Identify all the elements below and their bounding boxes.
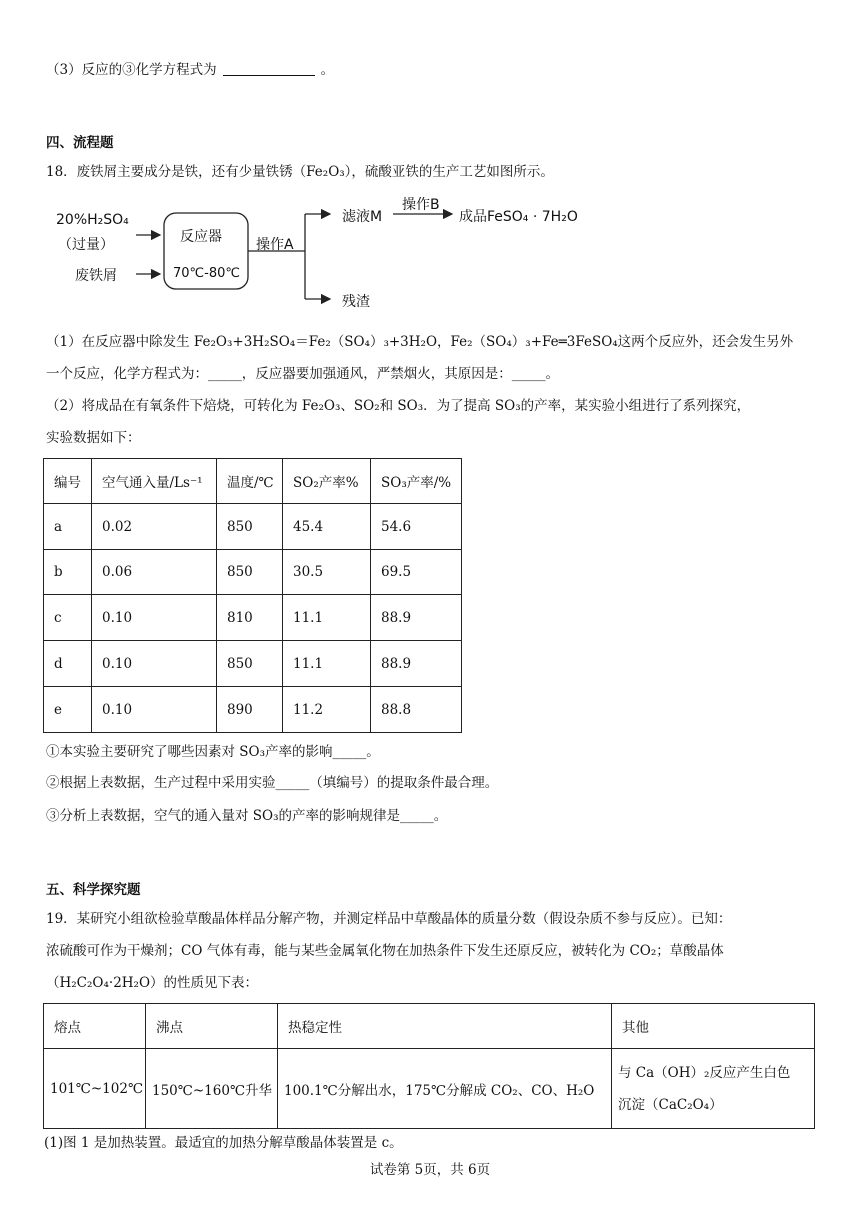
cell: 30.5 [283, 550, 371, 595]
cell: 850 [217, 641, 283, 687]
other-line2: 沉淀（CaC₂O₄） [618, 1096, 723, 1113]
cell: 0.02 [92, 504, 217, 550]
answer-blank[interactable] [223, 61, 315, 76]
cell: d [44, 641, 92, 687]
q18-p2-line2: 实验数据如下： [46, 430, 141, 446]
flow-input-acid: 20%H₂SO₄ [56, 212, 129, 228]
cell: 101℃~102℃ [44, 1049, 146, 1129]
cell: 890 [217, 687, 283, 733]
cell: 0.10 [92, 595, 217, 641]
q18-p2-line1: （2）将成品在有氧条件下焙烧，可转化为 Fe₂O₃、SO₂和 SO₃．为了提高 SO₃的产率，某实验小组进行了系列探究， [46, 398, 751, 414]
table-row [44, 550, 462, 595]
page-footer: 试卷第 5页，共 6页 [369, 1162, 491, 1178]
q19-line3: （H₂C₂O₄·2H₂O）的性质见下表： [46, 975, 259, 991]
header-cell: 热稳定性 [278, 1004, 612, 1049]
q18-sub3: ③分析上表数据，空气的通入量对 SO₃的产率的影响规律是_____。 [46, 808, 448, 824]
cell: 810 [217, 595, 283, 641]
residue-label: 残渣 [342, 294, 370, 310]
cell: 850 [217, 550, 283, 595]
cell: 0.06 [92, 550, 217, 595]
cell-other [612, 1049, 815, 1129]
q18-p1-line1: （1）在反应器中除发生 Fe₂O₃+3H₂SO₄＝Fe₂（SO₄）₃+3H₂O，Fe₂（SO₄）₃+Fe═3FeSO₄这两个反应外，还会发生另外 [46, 334, 794, 350]
oxalic-acid-table [43, 1003, 815, 1129]
header-cell: 温度/℃ [217, 459, 283, 504]
cell: 88.9 [371, 595, 462, 641]
cell: 54.6 [371, 504, 462, 550]
cell: 0.10 [92, 641, 217, 687]
experiment-table [43, 458, 462, 733]
cell: 11.2 [283, 687, 371, 733]
op-a-label: 操作A [256, 237, 294, 253]
header-cell: 编号 [44, 459, 92, 504]
q18-p1-line2: 一个反应，化学方程式为：_____，反应器要加强通风，严禁烟火，其原因是：_____。 [46, 366, 559, 382]
header-cell: 空气通入量/Ls⁻¹ [92, 459, 217, 504]
process-flow-diagram [0, 192, 860, 316]
table-row [44, 1049, 815, 1129]
table-row [44, 504, 462, 550]
reactor-temp: 70℃-80℃ [173, 266, 240, 281]
header-cell: SO₃产率/% [371, 459, 462, 504]
section-title-inquiry: 五、科学探究题 [46, 882, 141, 898]
q17-part3 [46, 60, 334, 80]
cell: 88.9 [371, 641, 462, 687]
cell: 850 [217, 504, 283, 550]
flow-input-acid-note: （过量） [58, 237, 114, 253]
q17-part3-text: （3）反应的③化学方程式为 [46, 62, 217, 78]
cell: 69.5 [371, 550, 462, 595]
cell: e [44, 687, 92, 733]
table-header-row [44, 1004, 815, 1049]
cell: 100.1℃分解出水，175℃分解成 CO₂、CO、H₂O [278, 1049, 612, 1129]
cell: 11.1 [283, 641, 371, 687]
flow-input-scrap: 废铁屑 [75, 268, 117, 284]
filtrate-label: 滤液M [342, 209, 383, 225]
q19-line2: 浓硫酸可作为干燥剂；CO 气体有毒，能与某些金属氧化物在加热条件下发生还原反应，被转化为 CO₂；草酸晶体 [46, 943, 724, 959]
q19-p1: (1)图 1 是加热装置。最适宜的加热分解草酸晶体装置是 c。 [44, 1135, 403, 1151]
q19-line1: 19．某研究小组欲检验草酸晶体样品分解产物，并测定样品中草酸晶体的质量分数（假设杂质不参与反应）。已知： [46, 911, 732, 927]
cell: 11.1 [283, 595, 371, 641]
other-line1: 与 Ca（OH）₂反应产生白色 [618, 1064, 791, 1081]
cell: c [44, 595, 92, 641]
cell: 150℃~160℃升华 [146, 1049, 278, 1129]
header-cell: 沸点 [146, 1004, 278, 1049]
table-row [44, 595, 462, 641]
header-cell: 熔点 [44, 1004, 146, 1049]
cell: 0.10 [92, 687, 217, 733]
cell: 45.4 [283, 504, 371, 550]
table-row [44, 641, 462, 687]
product-label: 成品FeSO₄ · 7H₂O [459, 209, 578, 225]
q18-sub2: ②根据上表数据，生产过程中采用实验_____（填编号）的提取条件最合理。 [46, 775, 499, 791]
q18-sub1: ①本实验主要研究了哪些因素对 SO₃产率的影响_____。 [46, 744, 380, 760]
op-b-label: 操作B [402, 197, 440, 213]
q17-part3-end: 。 [320, 62, 335, 78]
table-header-row [44, 459, 462, 504]
cell: 88.8 [371, 687, 462, 733]
table-row [44, 687, 462, 733]
cell: b [44, 550, 92, 595]
q18-intro: 18．废铁屑主要成分是铁，还有少量铁锈（Fe₂O₃），硫酸亚铁的生产工艺如图所示。 [46, 164, 554, 180]
header-cell: 其他 [612, 1004, 815, 1049]
reactor-label: 反应器 [180, 229, 222, 245]
cell: a [44, 504, 92, 550]
header-cell: SO₂产率% [283, 459, 371, 504]
section-title-flow: 四、流程题 [46, 135, 114, 151]
